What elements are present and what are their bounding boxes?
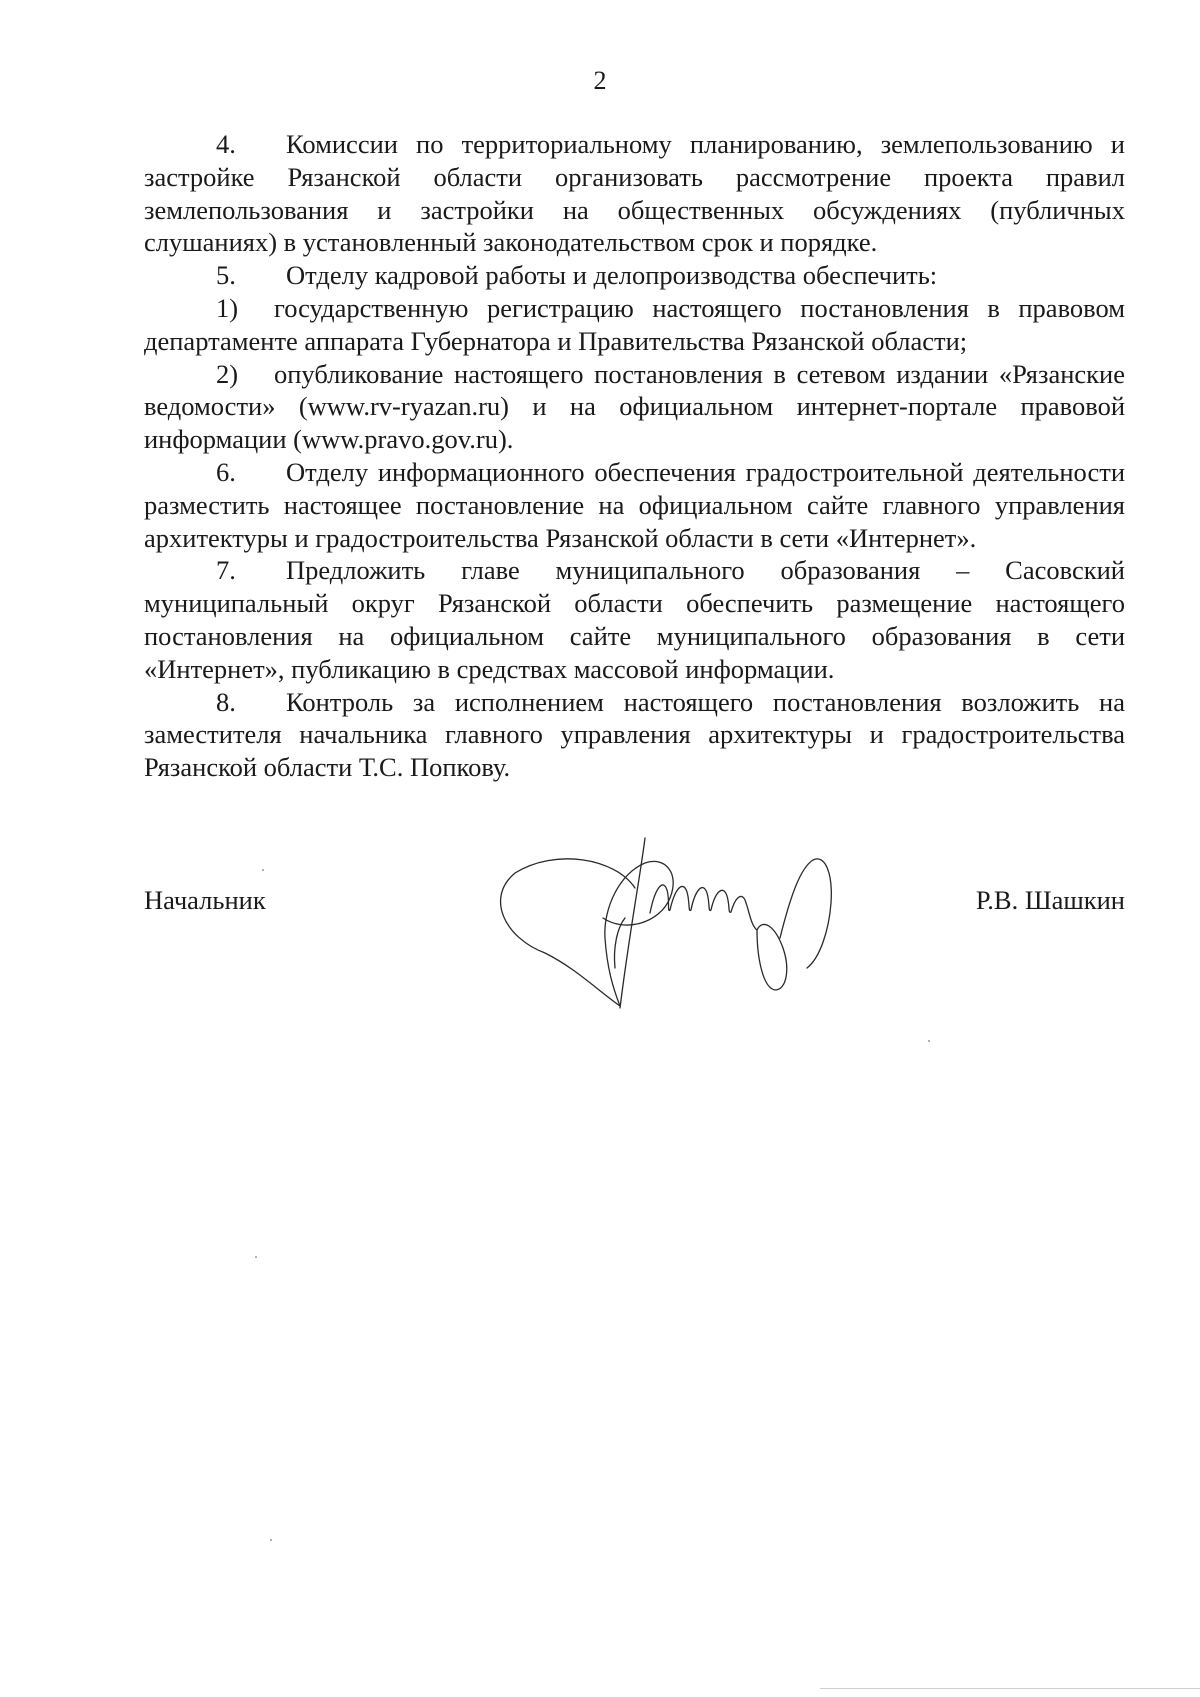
scan-speck	[255, 1256, 257, 1258]
scan-edge-line	[820, 1688, 1200, 1689]
document-body	[144, 128, 1125, 784]
paragraph-number: 5.	[216, 260, 236, 291]
paragraph-text: Комиссии по территориальному планированию, землепользованию и застройке Рязанской области организовать рассмотрение проекта правил землепользования и застройки на общественных обсуждениях (публичных слушаниях) в установленный законодательством срок и порядке.	[144, 129, 1125, 258]
paragraph-text: Отделу информационного обеспечения градостроительной деятельности разместить настоящее постановление на официальном сайте главного управления архитектуры и градостроительства Рязанской области в сети «Интернет».	[144, 456, 1125, 553]
signer-name: Р.В. Шашкин	[975, 885, 1125, 915]
scan-speck	[270, 1539, 272, 1541]
signature-block	[144, 880, 1125, 920]
subparagraph-1	[144, 292, 1125, 358]
paragraph-text: Предложить главе муниципального образования – Сасовский муниципальный округ Рязанской области обеспечить размещение настоящего постановления на официальном сайте муниципального образования в сети «Интернет», публикацию в средствах массовой информации.	[144, 555, 1125, 684]
subparagraph-number: 2)	[216, 358, 239, 389]
paragraph-number: 4.	[216, 129, 236, 159]
subparagraph-number: 1)	[216, 292, 239, 323]
scan-speck	[262, 869, 264, 871]
signer-title: Начальник	[144, 885, 266, 915]
scan-speck	[928, 1040, 930, 1042]
paragraph-6	[144, 456, 1125, 554]
paragraph-number: 7.	[216, 555, 236, 586]
paragraph-number: 6.	[216, 456, 236, 487]
paragraph-text: Отделу кадровой работы и делопроизводства обеспечить:	[286, 260, 938, 291]
paragraph-text: Контроль за исполнением настоящего постановления возложить на заместителя начальника главного управления архитектуры и градостроительства Рязанской области Т.С. Попкову.	[144, 686, 1125, 783]
paragraph-8	[144, 686, 1125, 784]
subparagraph-2	[144, 358, 1125, 456]
paragraph-number: 8.	[216, 686, 236, 717]
page-number: 2	[593, 66, 607, 95]
paragraph-text: опубликование настоящего постановления в сетевом издании «Рязанские ведомости» (www.rv-ryazan.ru) и на официальном интернет-портале правовой информации (www.pravo.gov.ru).	[144, 358, 1125, 455]
paragraph-7	[144, 554, 1125, 685]
paragraph-5	[144, 259, 1125, 292]
paragraph-4	[144, 128, 1125, 259]
paragraph-text: государственную регистрацию настоящего постановления в правовом департаменте аппарата Губернатора и Правительства Рязанской области;	[144, 292, 1125, 356]
